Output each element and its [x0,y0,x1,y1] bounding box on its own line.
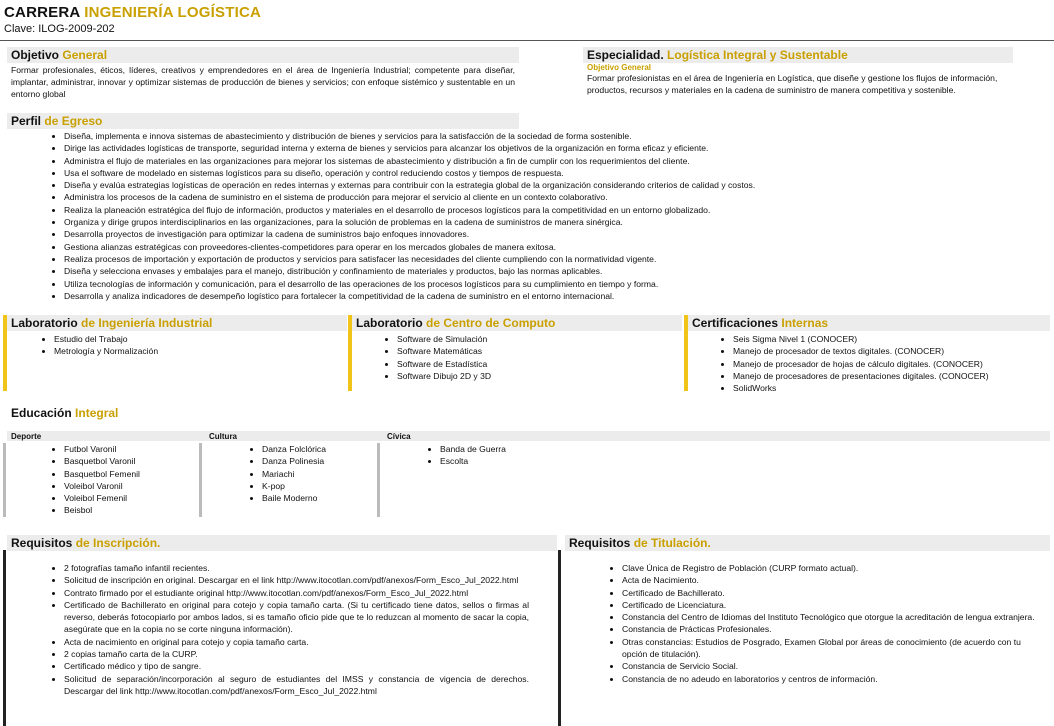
list-item: • Organiza y dirige grupos interdisciplinarios en las organizaciones, para la solución de problemas en la cadena de suministros de manera sinérgica. [64,216,1047,228]
perfil-section [7,113,1047,302]
list-item: • 2 copias tamaño carta de la CURP. [64,648,529,660]
certificaciones-section [688,315,1050,394]
list-item: • Manejo de procesador de hojas de cálculo digitales. (CONOCER) [733,358,1050,370]
cultura-label: Cultura [209,432,237,441]
divider-bar [3,443,6,517]
list-item: • Constancia del Centro de Idiomas del Instituto Tecnológico que otorgue la acreditación de lengua extranjera. [622,611,1045,623]
list-item: • Administra el flujo de materiales en las organizaciones para mejorar los sistemas de abastecimiento y distribución a fin de cumplir con los requerimientos del cliente. [64,155,1047,167]
list-item: • Seis Sigma Nivel 1 (CONOCER) [733,333,1050,345]
list-item: • Basquetbol Femenil [64,468,197,480]
divider-bar [199,443,202,517]
list-item: • Usa el software de modelado en sistemas logísticos para su diseño, operación y control reduciendo costos y tiempos de respuesta. [64,167,1047,179]
list-item: • Danza Folclórica [262,443,375,455]
list-item: • Danza Polinesia [262,455,375,467]
titulacion-body [565,562,1045,685]
section-title: Especialidad. Logística Integral y Sustentable [583,47,1013,63]
inscripcion-list [7,562,529,697]
page-title: CARRERA INGENIERÍA LOGÍSTICA [4,4,262,21]
divider-bar [377,443,380,517]
cultura-list [203,443,375,504]
list-item: • Administra los procesos de la cadena de suministro en el sistema de producción para mejorar el servicio al cliente en un contexto colaborativo. [64,191,1047,203]
list-item: • Solicitud de separación/incorporación al seguro de estudiantes del IMSS y constancia de vigencia de derechos. Descargar del link http://www.itocotlan.com/pdf/anexos/Form_Esco_Jul_2022.html [64,673,529,698]
list-item: • Manejo de procesador de textos digitales. (CONOCER) [733,345,1050,357]
lab-computo-list [352,333,682,382]
civica-label: Cívica [387,432,411,441]
list-item: • Voleibol Varonil [64,480,197,492]
section-title: Objetivo General [7,47,519,63]
titulacion-list [565,562,1045,685]
divider-bar [3,550,6,726]
list-item: • Acta de nacimiento en original para cotejo y copia tamaño carta. [64,636,529,648]
list-item: • Otras constancias: Estudios de Posgrado, Examen Global por áreas de conocimiento (de acuerdo con tu opción de titulación). [622,636,1045,661]
list-item: • Constancia de Prácticas Profesionales. [622,623,1045,635]
list-item: • Voleibol Femenil [64,492,197,504]
list-item: • Banda de Guerra [440,443,581,455]
list-item: • K-pop [262,480,375,492]
list-item: • Constancia de no adeudo en laboratorios y centros de información. [622,673,1045,685]
list-item: • Dirige las actividades logísticas de transporte, seguridad interna y externa de bienes y servicios para alcanzar los objetivos de la organización en forma eficaz y eficiente. [64,142,1047,154]
inscripcion-body [7,562,529,697]
page-header [4,4,261,35]
list-item: • Acta de Nacimiento. [622,574,1045,586]
list-item: • Software de Estadística [397,358,682,370]
lab-computo-section [352,315,682,382]
list-item: • Clave Única de Registro de Población (CURP formato actual). [622,562,1045,574]
section-title: Perfil de Egreso [7,113,519,129]
list-item: • Escolta [440,455,581,467]
perfil-list [7,130,1047,302]
deporte-label: Deporte [11,432,42,441]
list-item: • Metrología y Normalización [54,345,347,357]
list-item: • Solicitud de inscripción en original. Descargar en el link http://www.itocotlan.com/pdf/anexos/Form_Esco_Jul_2022.html [64,574,529,586]
list-item: • Mariachi [262,468,375,480]
list-item: • Diseña, implementa e innova sistemas de abastecimiento y distribución de bienes y servicios para la satisfacción de la sociedad de forma sostenible. [64,130,1047,142]
civica-box [381,443,581,468]
list-item: • Estudio del Trabajo [54,333,347,345]
list-item: • Certificado de Bachillerato en original para cotejo y copia tamaño carta. (Si tu certificado tiene datos, sellos o firmas al reverso, deberás fotocopiarlo por ambos lados, si es tamaño oficio pide que te lo reduzcan al momento de sacar la copia, asegúrate que en la copia no se corte ninguna información). [64,599,529,636]
list-item: • Diseña y evalúa estrategias logísticas de operación en redes internas y externas para contribuir con la estrategia global de la organización considerando criterios de calidad y costos. [64,179,1047,191]
divider-bar [558,550,561,726]
list-item: • Software de Simulación [397,333,682,345]
divider [0,40,1054,41]
list-item: • Manejo de procesadores de presentaciones digitales. (CONOCER) [733,370,1050,382]
especialidad-section [583,47,1013,96]
list-item: • Futbol Varonil [64,443,197,455]
inscripcion-section [7,535,557,551]
list-item: • Gestiona alianzas estratégicas con proveedores-clientes-competidores para operar en los mercados globales de manera exitosa. [64,241,1047,253]
lab-industrial-section [7,315,347,358]
certificaciones-list [688,333,1050,394]
list-item: • Realiza procesos de importación y exportación de productos y servicios para satisfacer las necesidades del cliente cumpliendo con la normatividad vigente. [64,253,1047,265]
list-item: • Realiza la planeación estratégica del flujo de información, productos y materiales en el desarrollo de procesos logísticos para la competitividad en un entorno globalizado. [64,204,1047,216]
section-title: Educación Integral [11,406,119,420]
list-item: • Beisbol [64,504,197,516]
civica-list [381,443,581,468]
list-item: • Diseña y selecciona envases y embalajes para el manejo, distribución y confinamiento de materiales y productos, bajo las normas aplicables. [64,265,1047,277]
especialidad-subtitle: Objetivo General [587,63,652,72]
list-item: • Basquetbol Varonil [64,455,197,467]
educacion-header-bar [7,431,1050,441]
list-item: • SolidWorks [733,382,1050,394]
list-item: • Software Matemáticas [397,345,682,357]
list-item: • Certificado de Licenciatura. [622,599,1045,611]
objetivo-section [7,47,519,101]
educacion-title-box [7,405,307,421]
list-item: • Constancia de Servicio Social. [622,660,1045,672]
especialidad-text: Formar profesionistas en el área de Ingeniería en Logística, que diseñe y gestione los flujos de información, productos, recursos y materiales en la cadena de suministro de manera competitiva y sostenible. [587,73,998,95]
clave-code: Clave: ILOG-2009-202 [4,23,115,35]
cultura-box [203,443,375,504]
section-title: Requisitos de Inscripción. [7,535,557,551]
deporte-box [7,443,197,517]
list-item: • Certificado de Bachillerato. [622,587,1045,599]
section-title: Laboratorio de Ingeniería Industrial [7,315,347,331]
objetivo-text: Formar profesionales, éticos, líderes, creativos y emprendedores en el área de Ingeniería Industrial; competente para diseñar, implantar, administrar, innovar y optimizar sistemas de producción de bienes y servicios; con enfoque sistémico y sustentable en un entorno global [11,65,515,99]
section-title: Requisitos de Titulación. [565,535,1050,551]
list-item: • Software Dibujo 2D y 3D [397,370,682,382]
list-item: • Desarrolla y analiza indicadores de desempeño logístico para fortalecer la competitividad de la cadena de suministro en el entorno internacional. [64,290,1047,302]
deporte-list [7,443,197,517]
list-item: • Desarrolla proyectos de investigación para optimizar la cadena de suministros bajo enfoques innovadores. [64,228,1047,240]
list-item: • Contrato firmado por el estudiante original http://www.itocotlan.com/pdf/anexos/Form_Esco_Jul_2022.html [64,587,529,599]
titulacion-section [565,535,1050,551]
section-title: Laboratorio de Centro de Computo [352,315,682,331]
list-item: • Baile Moderno [262,492,375,504]
lab-industrial-list [7,333,347,358]
list-item: • 2 fotografías tamaño infantil recientes. [64,562,529,574]
section-title: Certificaciones Internas [688,315,1050,331]
list-item: • Certificado médico y tipo de sangre. [64,660,529,672]
list-item: • Utiliza tecnologías de información y comunicación, para el desarrollo de las operaciones de los procesos logísticos para su cumplimiento en tiempo y forma. [64,278,1047,290]
